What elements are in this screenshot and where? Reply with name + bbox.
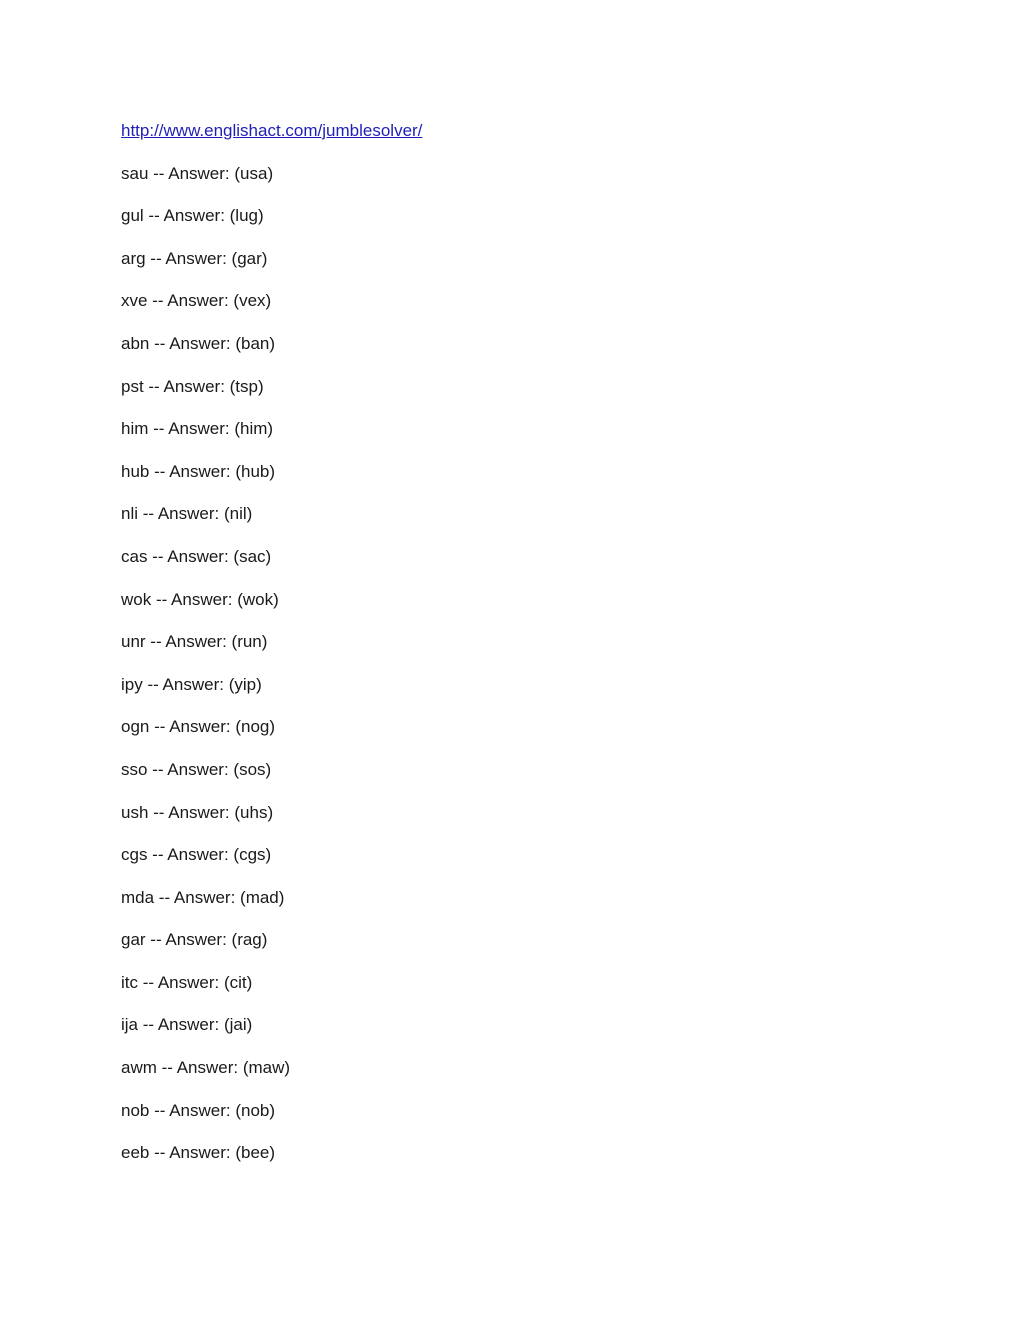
jumble-entry: xve -- Answer: (vex) — [121, 291, 272, 311]
jumble-entry: hub -- Answer: (hub) — [121, 461, 276, 481]
jumble-answer-list — [121, 161, 921, 1183]
jumble-entry: ush -- Answer: (uhs) — [121, 802, 274, 822]
jumble-entry: mda -- Answer: (mad) — [121, 887, 285, 907]
jumble-entry: pst -- Answer: (tsp) — [121, 376, 264, 396]
jumble-entry: him -- Answer: (him) — [121, 419, 274, 439]
jumble-entry: ija -- Answer: (jai) — [121, 1015, 253, 1035]
jumble-entry: ipy -- Answer: (yip) — [121, 674, 262, 694]
jumble-entry: gul -- Answer: (lug) — [121, 206, 264, 226]
jumble-entry: sau -- Answer: (usa) — [121, 163, 274, 183]
jumble-entry: wok -- Answer: (wok) — [121, 589, 279, 609]
jumble-entry: unr -- Answer: (run) — [121, 632, 268, 652]
jumble-entry: abn -- Answer: (ban) — [121, 333, 276, 353]
jumble-entry: arg -- Answer: (gar) — [121, 248, 268, 268]
jumble-solver-link[interactable]: http://www.englishact.com/jumblesolver/ — [121, 121, 423, 140]
document-body — [121, 118, 921, 1183]
jumble-entry: nli -- Answer: (nil) — [121, 504, 253, 524]
jumble-entry: gar -- Answer: (rag) — [121, 930, 268, 950]
jumble-entry: sso -- Answer: (sos) — [121, 759, 272, 779]
jumble-entry: cgs -- Answer: (cgs) — [121, 845, 272, 865]
jumble-entry: ogn -- Answer: (nog) — [121, 717, 276, 737]
jumble-entry: nob -- Answer: (nob) — [121, 1100, 276, 1120]
jumble-entry: itc -- Answer: (cit) — [121, 972, 253, 992]
jumble-entry: eeb -- Answer: (bee) — [121, 1143, 276, 1163]
jumble-entry: awm -- Answer: (maw) — [121, 1058, 291, 1078]
jumble-entry: cas -- Answer: (sac) — [121, 546, 272, 566]
